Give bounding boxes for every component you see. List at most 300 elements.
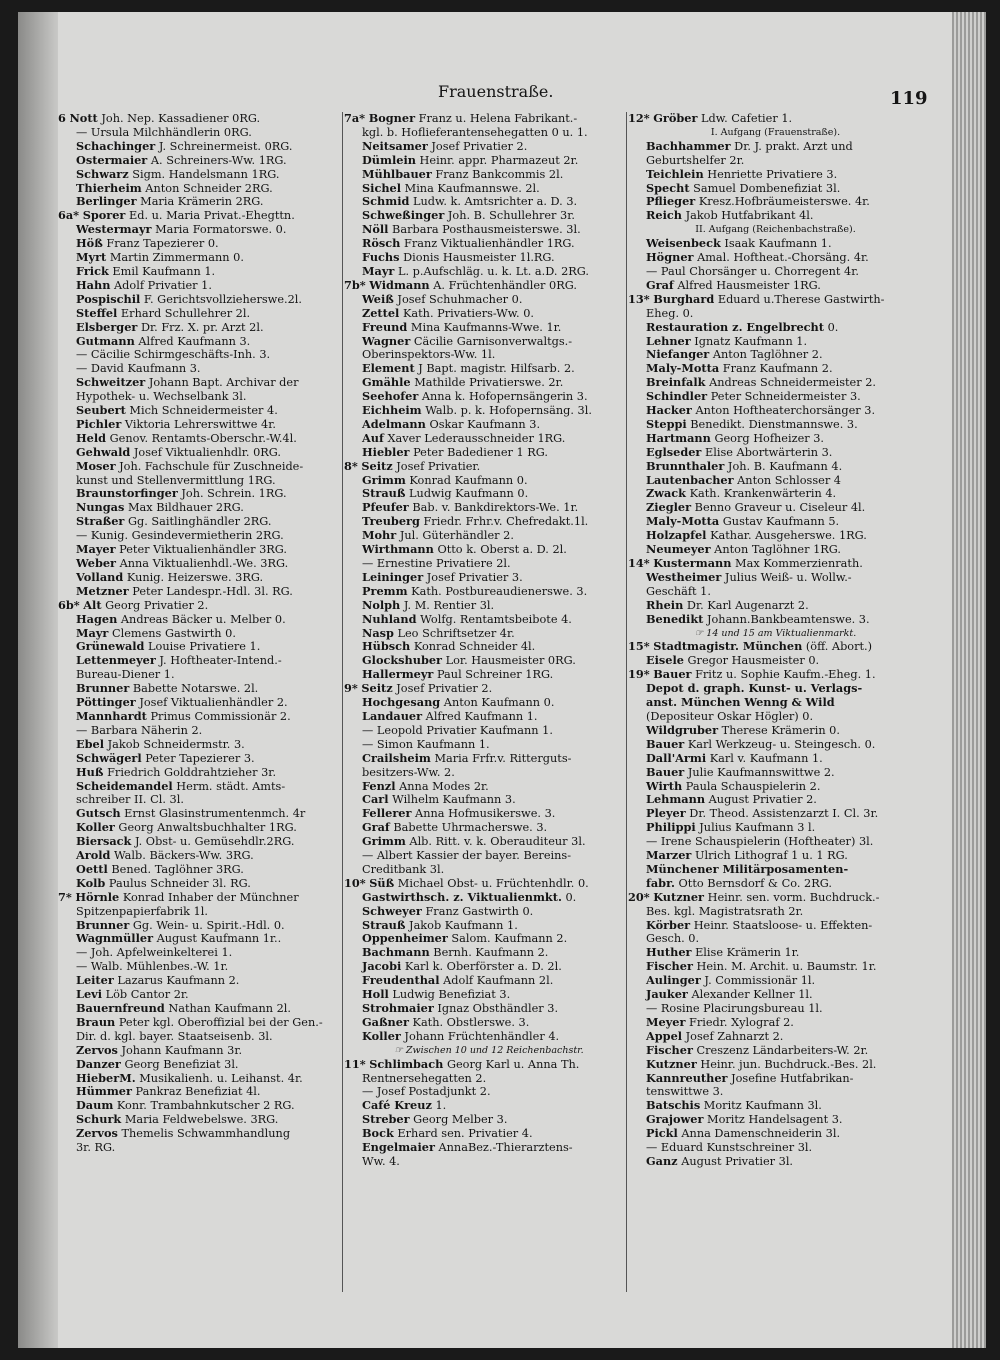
directory-entry [58, 780, 348, 794]
street-note [628, 627, 923, 641]
entry-details: Fritz u. Sophie Kaufm.-Eheg. 1. [695, 668, 876, 682]
directory-entry [58, 154, 348, 168]
resident-name: Eglseder [646, 445, 702, 459]
entry-details: kgl. b. Hoflieferantensehegatten 0 u. 1. [362, 125, 588, 139]
entry-details: Jul. Güterhändler 2. [399, 529, 514, 543]
entry-details: Kath. Postbureaudienerswe. 3. [411, 584, 588, 598]
directory-entry [58, 460, 348, 474]
subheading-text: I. Aufgang (Frauenstraße). [710, 126, 841, 138]
directory-entry [344, 780, 634, 794]
resident-name: Kutzner [646, 1057, 697, 1071]
entry-details: Genov. Rentamts-Oberschr.-W.4l. [109, 431, 297, 445]
resident-name: Oettl [76, 862, 108, 876]
resident-name: Graf [362, 821, 390, 835]
entry-details: Anton Schneider 2RG. [145, 181, 273, 195]
resident-name: Ostermaier [76, 153, 148, 167]
directory-entry [344, 821, 634, 835]
directory-entry [58, 418, 348, 432]
directory-entry [344, 891, 634, 905]
house-number: 13* [628, 292, 650, 306]
entry-details: 3r. RG. [76, 1141, 116, 1155]
directory-entry [58, 807, 348, 821]
directory-entry [628, 168, 923, 182]
directory-entry [628, 571, 923, 585]
resident-name: Weiß [362, 292, 394, 306]
directory-entry [628, 529, 923, 543]
directory-entry [344, 1072, 634, 1086]
entry-details: Benedikt. Dienstmannswe. 3. [690, 417, 858, 431]
directory-entry [344, 251, 634, 265]
house-number: 12* [628, 112, 650, 125]
resident-name: Wagnmüller [76, 932, 154, 946]
entry-details: Joh. Fachschule für Zuschneide- [119, 459, 304, 473]
directory-entry [58, 362, 348, 376]
resident-name: Teichlein [646, 167, 704, 181]
directory-entry [58, 265, 348, 279]
resident-name: Kannreuther [646, 1071, 728, 1085]
resident-name: Benedikt [646, 612, 704, 626]
directory-entry [344, 362, 634, 376]
entry-details: Peter Landespr.-Hdl. 3l. RG. [132, 584, 293, 598]
directory-entry [58, 251, 348, 265]
resident-name: Schwarz [76, 167, 129, 181]
resident-name: Kustermann [653, 557, 732, 570]
directory-entry [344, 724, 634, 738]
directory-entry [344, 960, 634, 974]
directory-entry [628, 140, 923, 154]
entry-details: Maria Feldwebelswe. 3RG. [124, 1113, 279, 1127]
entry-details: Anna k. Hofopernsängerin 3. [421, 390, 588, 404]
directory-entry [628, 293, 923, 307]
directory-entry [58, 932, 348, 946]
directory-entry [628, 487, 923, 501]
entry-details: Paula Schauspielerin 2. [685, 779, 821, 793]
entry-details: Gg. Wein- u. Spirit.-Hdl. 0. [132, 918, 285, 932]
entry-details: Joh. B. Schullehrer 3r. [447, 209, 575, 223]
directory-entry [628, 209, 923, 223]
entry-details: Samuel Dombenefiziat 3l. [693, 181, 841, 195]
entry-details: Maria Frfr.v. Ritterguts- [434, 751, 572, 765]
resident-name: Holl [362, 988, 389, 1002]
entry-details: Alfred Hausmeister 1RG. [677, 278, 821, 292]
entry-details: 0. [565, 890, 577, 904]
directory-entry [58, 390, 348, 404]
section-subheading [628, 223, 923, 237]
resident-name: Restauration z. Engelbrecht [646, 320, 824, 334]
entry-details: Otto Bernsdorf & Co. 2RG. [678, 876, 832, 890]
resident-name: Kutzner [653, 890, 705, 904]
directory-entry [628, 1155, 923, 1169]
entry-details: Franz Bankcommis 2l. [435, 167, 564, 181]
resident-name: Fischer [646, 960, 693, 974]
entry-details: Ldw. Cafetier 1. [701, 112, 793, 125]
directory-entry [344, 557, 634, 571]
entry-details: Franz u. Helena Fabrikant.- [418, 112, 578, 125]
entry-details: J. Schreinermeist. 0RG. [158, 139, 293, 153]
entry-details: Rentnersehegatten 2. [362, 1071, 487, 1085]
entry-details: Georg Melber 3. [413, 1113, 508, 1127]
directory-entry [58, 738, 348, 752]
entry-details: Primus Commissionär 2. [150, 709, 291, 723]
resident-name: Gutsch [76, 807, 121, 821]
entry-details: Emil Kaufmann 1. [112, 264, 216, 278]
entry-details: Kunig. Heizerswe. 3RG. [126, 570, 264, 584]
directory-entry [58, 557, 348, 571]
resident-name: Graf [646, 278, 674, 292]
resident-name: Mannhardt [76, 709, 147, 723]
entry-details: Dionis Hausmeister 1l.RG. [403, 251, 555, 265]
directory-entry [58, 793, 348, 807]
directory-entry [344, 487, 634, 501]
resident-name: Sichel [362, 181, 402, 195]
resident-name: Wagner [362, 334, 411, 348]
resident-name: Zervos [76, 1043, 118, 1057]
resident-name: Lehner [646, 334, 691, 348]
entry-details: Gg. Saitlinghändler 2RG. [127, 515, 272, 529]
resident-name: Specht [646, 181, 690, 195]
directory-entry [628, 849, 923, 863]
resident-name: Steffel [76, 306, 118, 320]
resident-name: Braunstorfinger [76, 487, 178, 501]
resident-name: Engelmaier [362, 1141, 435, 1155]
resident-name: Strauß [362, 918, 406, 932]
entry-details: — Josef Postadjunkt 2. [362, 1085, 491, 1099]
entry-details: Martin Zimmermann 0. [109, 251, 244, 265]
resident-name: Schurk [76, 1113, 122, 1127]
directory-entry [628, 988, 923, 1002]
entry-details: (Depositeur Oskar Högler) 0. [646, 709, 814, 723]
entry-details: Anna Modes 2r. [399, 779, 489, 793]
entry-details: Gustav Kaufmann 5. [722, 515, 840, 529]
resident-name: Schweitzer [76, 376, 146, 390]
entry-details: — Kunig. Gesindevermietherin 2RG. [76, 529, 284, 543]
entry-details: J. Hoftheater-Intend.- [159, 654, 282, 668]
entry-details: Johann Bapt. Archivar der [148, 376, 299, 390]
directory-entry [58, 515, 348, 529]
entry-details: Peter kgl. Oberoffizial bei der Gen.- [118, 1015, 323, 1029]
entry-details: — Leopold Privatier Kaufmann 1. [362, 723, 553, 737]
resident-name: Niefanger [646, 348, 710, 362]
resident-name: Koller [76, 821, 115, 835]
entry-details: Peter Viktualienhändler 3RG. [119, 543, 287, 557]
entry-details: August Privatier 3l. [681, 1154, 794, 1168]
entry-details: Louise Privatiere 1. [148, 640, 261, 654]
resident-name: Landauer [362, 709, 423, 723]
entry-details: Alfred Kaufmann 3. [138, 334, 251, 348]
resident-name: Streber [362, 1113, 410, 1127]
directory-entry [58, 446, 348, 460]
entry-details: Salom. Kaufmann 2. [451, 932, 568, 946]
directory-entry [628, 474, 923, 488]
directory-entry [58, 766, 348, 780]
entry-details: Hein. M. Archit. u. Baumstr. 1r. [696, 960, 877, 974]
directory-entry [58, 1044, 348, 1058]
entry-details: Ludw. k. Amtsrichter a. D. 3. [413, 195, 578, 209]
entry-details: Max Bildhauer 2RG. [127, 501, 244, 515]
entry-details: Bureau-Diener 1. [76, 668, 175, 682]
entry-details: — Eduard Kunstschreiner 3l. [646, 1141, 813, 1155]
resident-name: Höß [76, 237, 103, 251]
directory-entry [58, 905, 348, 919]
entry-details: Kath. Krankenwärterin 4. [689, 487, 837, 501]
entry-details: Themelis Schwammhandlung [121, 1127, 291, 1141]
entry-details: Franz Viktualienhändler 1RG. [403, 237, 575, 251]
entry-details: Lazarus Kaufmann 2. [117, 974, 240, 988]
resident-name: Dall'Armi [646, 751, 707, 765]
directory-entry [58, 501, 348, 515]
directory-entry [344, 348, 634, 362]
directory-entry [628, 738, 923, 752]
resident-name: Maly-Motta [646, 362, 720, 376]
directory-entry [344, 418, 634, 432]
resident-name: Mohr [362, 529, 397, 543]
directory-entry [628, 668, 923, 682]
resident-name: Wirth [646, 779, 683, 793]
street-header: Frauenstraße. [438, 82, 554, 101]
entry-details: — Ursula Milchhändlerin 0RG. [76, 125, 252, 139]
entry-details: Pankraz Benefiziat 4l. [135, 1085, 261, 1099]
directory-entry [344, 168, 634, 182]
entry-details: Kathar. Ausgeherswe. 1RG. [710, 529, 867, 543]
entry-details: Gesch. 0. [646, 932, 700, 946]
directory-entry [628, 390, 923, 404]
directory-entry [344, 585, 634, 599]
resident-name: Hörnle [75, 890, 120, 904]
entry-details: Josef Privatier. [396, 459, 481, 473]
entry-details: Kresz.Hofbräumeisterswe. 4r. [698, 195, 870, 209]
resident-name: Holzapfel [646, 529, 707, 543]
entry-details: Anna Hofmusikerswe. 3. [415, 807, 556, 821]
resident-name: Levi [76, 988, 102, 1002]
resident-name: Crailsheim [362, 751, 431, 765]
directory-entry [628, 362, 923, 376]
directory-entry [58, 1002, 348, 1016]
resident-name: Braun [76, 1015, 116, 1029]
resident-name: Gaßner [362, 1015, 409, 1029]
entry-details: Jakob Kaufmann 1. [409, 918, 518, 932]
entry-details: Eduard u.Therese Gastwirth- [717, 292, 885, 306]
entry-details: Paul Schreiner 1RG. [436, 668, 554, 682]
directory-entry [58, 168, 348, 182]
directory-entry [344, 807, 634, 821]
resident-name: Philippi [646, 821, 696, 835]
resident-name: Lautenbacher [646, 473, 734, 487]
directory-entry [344, 640, 634, 654]
resident-name: Zwack [646, 487, 686, 501]
resident-name: Mühlbauer [362, 167, 432, 181]
entry-details: Barbara Posthausmeisterswe. 3l. [392, 223, 581, 237]
resident-name: Zervos [76, 1127, 118, 1141]
house-number: 19* [628, 668, 650, 682]
resident-name: Freund [362, 320, 408, 334]
entry-details: kunst und Stellenvermittlung 1RG. [76, 473, 276, 487]
directory-entry [58, 682, 348, 696]
directory-entry [628, 515, 923, 529]
resident-name: Rhein [646, 598, 684, 612]
directory-entry [58, 919, 348, 933]
entry-details: Otto k. Oberst a. D. 2l. [437, 543, 567, 557]
entry-details: Andreas Schneidermeister 2. [709, 376, 877, 390]
directory-entry [58, 988, 348, 1002]
directory-entry [58, 1058, 348, 1072]
directory-entry [58, 223, 348, 237]
resident-name: Sporer [82, 209, 126, 223]
resident-name: Schlimbach [369, 1057, 444, 1071]
directory-entry [58, 946, 348, 960]
resident-name: Nuhland [362, 612, 417, 626]
directory-entry [628, 891, 923, 905]
entry-details: Josef Viktualienhändler 2. [139, 696, 288, 710]
entry-details: Georg Hofheizer 3. [714, 431, 825, 445]
entry-details: Michael Obst- u. Früchtenhdlr. 0. [397, 876, 589, 890]
entry-details: Dr. Karl Augenarzt 2. [686, 598, 809, 612]
entry-details: Wolfg. Rentamtsbeibote 4. [420, 612, 572, 626]
resident-name: Gastwirthsch. z. Viktualienmkt. [362, 890, 562, 904]
entry-details: — Simon Kaufmann 1. [362, 737, 490, 751]
resident-name: Volland [76, 570, 124, 584]
entry-details: Maria Krämerin 2RG. [140, 195, 264, 209]
directory-entry [344, 849, 634, 863]
entry-details: Erhard Schullehrer 2l. [120, 306, 251, 320]
resident-name: Bauer [653, 668, 692, 682]
directory-entry [628, 195, 923, 209]
entry-details: August Privatier 2. [708, 793, 817, 807]
entry-details: Eheg. 0. [646, 306, 694, 320]
directory-entry [58, 891, 348, 905]
directory-entry [58, 571, 348, 585]
directory-entry [628, 919, 923, 933]
resident-name: Dümlein [362, 153, 416, 167]
directory-entry [58, 1016, 348, 1030]
entry-details: J. Commissionär 1l. [704, 974, 816, 988]
entry-details: Creditbank 3l. [362, 862, 445, 876]
resident-name: Schachinger [76, 139, 156, 153]
entry-details: Xaver Lederausschneider 1RG. [387, 431, 566, 445]
page-number: 119 [890, 88, 928, 109]
directory-entry [344, 182, 634, 196]
entry-details: Sigm. Handelsmann 1RG. [132, 167, 280, 181]
directory-entry [344, 738, 634, 752]
directory-entry [58, 960, 348, 974]
directory-entry [628, 974, 923, 988]
resident-name: Münchener Militärposamenten- [646, 862, 849, 876]
directory-entry [628, 1030, 923, 1044]
resident-name: Jauker [646, 988, 688, 1002]
directory-entry [58, 627, 348, 641]
resident-name: Myrt [76, 251, 107, 265]
directory-entry [628, 835, 923, 849]
entry-details: Josef Privatier 2. [431, 139, 528, 153]
directory-entry [344, 140, 634, 154]
resident-name: Depot d. graph. Kunst- u. Verlags- [646, 682, 863, 696]
entry-details: (öff. Abort.) [805, 640, 873, 654]
directory-entry [628, 960, 923, 974]
resident-name: Bachhammer [646, 139, 731, 153]
directory-entry [58, 585, 348, 599]
entry-details: Joh. Schrein. 1RG. [181, 487, 287, 501]
entry-details: — Ernestine Privatiere 2l. [362, 557, 511, 570]
resident-name: Auf [362, 431, 384, 445]
entry-details: — Cäcilie Schirmgeschäfts-Inh. 3. [76, 348, 271, 362]
house-number: 7b* [344, 278, 366, 292]
note-text: ☞ Zwischen 10 und 12 Reichenbachstr. [394, 1044, 584, 1056]
directory-entry [344, 627, 634, 641]
resident-name: Treuberg [362, 515, 420, 529]
entry-details: 0. [827, 320, 839, 334]
directory-entry [58, 974, 348, 988]
entry-details: Jakob Hutfabrikant 4l. [685, 209, 814, 223]
resident-name: Pleyer [646, 807, 686, 821]
note-text: ☞ 14 und 15 am Viktualienmarkt. [694, 627, 857, 639]
resident-name: Fuchs [362, 251, 400, 265]
resident-name: Neumeyer [646, 543, 711, 557]
resident-name: Metzner [76, 584, 129, 598]
house-number: 14* [628, 557, 650, 570]
resident-name: Café Kreuz [362, 1099, 432, 1113]
directory-entry [628, 265, 923, 279]
directory-entry [58, 140, 348, 154]
directory-entry [58, 487, 348, 501]
directory-entry [628, 376, 923, 390]
resident-name: Weisenbeck [646, 237, 721, 251]
directory-entry [344, 376, 634, 390]
directory-entry [344, 1016, 634, 1030]
entry-details: Karl k. Oberförster a. D. 2l. [404, 960, 562, 974]
directory-entry [344, 404, 634, 418]
resident-name: Westheimer [646, 570, 722, 584]
directory-entry [344, 988, 634, 1002]
directory-entry [344, 209, 634, 223]
directory-entry [628, 460, 923, 474]
entry-details: tenswittwe 3. [646, 1085, 724, 1099]
entry-details: Alfred Kaufmann 1. [425, 709, 538, 723]
directory-entry [58, 237, 348, 251]
entry-details: Max Kommerzienrath. [735, 557, 863, 570]
resident-name: Jacobi [362, 960, 402, 974]
directory-entry [628, 557, 923, 571]
resident-name: Nöll [362, 223, 389, 237]
entry-details: Ernst Glasinstrumentenmch. 4r [124, 807, 306, 821]
directory-entry [628, 432, 923, 446]
resident-name: Freudenthal [362, 974, 440, 988]
directory-entry [628, 348, 923, 362]
resident-name: Strohmaier [362, 1002, 434, 1015]
resident-name: Hallermeyr [362, 668, 434, 682]
directory-entry [344, 1141, 634, 1155]
entry-details: Maria Formatorswe. 0. [155, 223, 287, 237]
resident-name: Gröber [653, 112, 698, 125]
entry-details: schreiber II. Cl. 3l. [76, 793, 184, 807]
entry-details: Julius Kaufmann 3 l. [699, 821, 816, 835]
directory-entry [628, 654, 923, 668]
resident-name: Carl [362, 793, 389, 807]
column-1 [58, 112, 348, 1155]
directory-entry [58, 863, 348, 877]
directory-entry [58, 1099, 348, 1113]
entry-details: Mina Kaufmanns-Wwe. 1r. [410, 320, 562, 334]
entry-details: Erhard sen. Privatier 4. [397, 1127, 533, 1141]
entry-details: Franz Kaufmann 2. [722, 362, 833, 376]
entry-details: — David Kaufmann 3. [76, 362, 201, 376]
entry-details: Andreas Bäcker u. Melber 0. [120, 612, 286, 626]
entry-details: Josef Zahnarzt 2. [685, 1029, 784, 1043]
resident-name: Hagen [76, 612, 118, 626]
directory-entry [628, 1085, 923, 1099]
entry-details: Anton Hoftheaterchorsänger 3. [695, 404, 876, 418]
directory-entry [58, 1072, 348, 1086]
resident-name: Hiebler [362, 445, 410, 459]
entry-details: Jakob Schneidermstr. 3. [107, 737, 245, 751]
